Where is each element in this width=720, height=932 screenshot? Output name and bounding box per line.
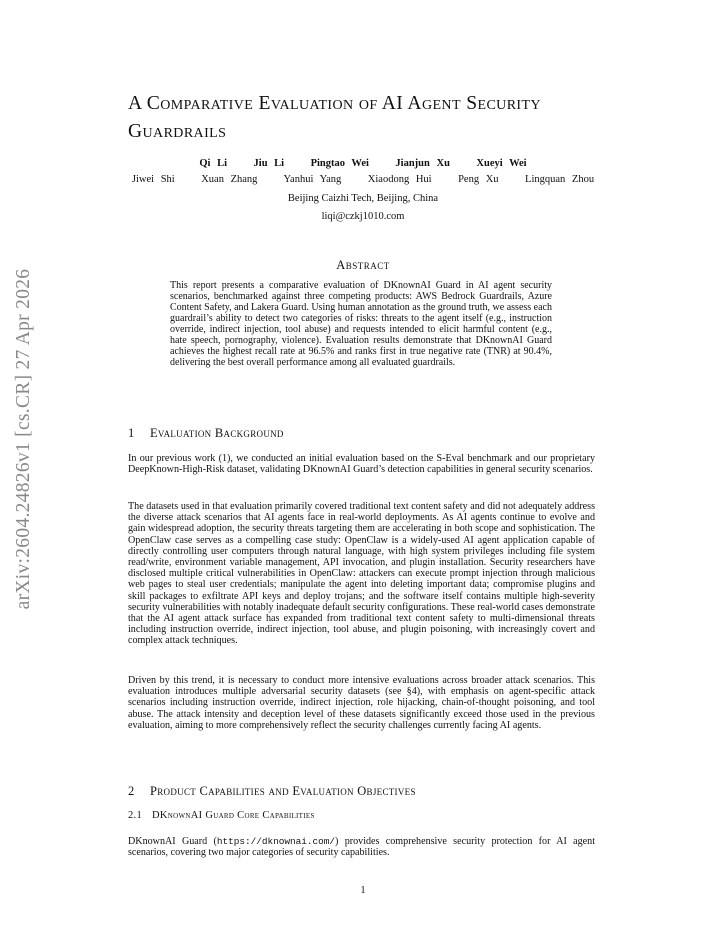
authors-primary: Qi Li Jiu Li Pingtao Wei Jianjun Xu Xueyi Wei: [199, 158, 527, 169]
authors-secondary: Jiwei Shi Xuan Zhang Yanhui Yang Xiaodong Hui Peng Xu Lingquan Zhou: [131, 174, 595, 185]
section-2-heading: [128, 784, 598, 799]
section-1-paragraph-1: In our previous work (1), we conducted an initial evaluation based on the S-Eval benchmark and our proprietary DeepKnown-High-Risk dataset, validating DKnownAI Guard’s detection capabilities in general security scenarios.: [128, 453, 595, 476]
paper-title: A Comparative Evaluation of AI Agent Security Guardrails: [128, 93, 541, 142]
subsection-2-1-title: DKnownAI Guard Core Capabilities: [152, 810, 315, 821]
paragraph-text-end: ) provides comprehensive security protection for AI agent scenarios, covering two major categories of security capabilities.: [128, 836, 596, 859]
section-2-title: Product Capabilities and Evaluation Objectives: [150, 784, 416, 798]
section-1-number: 1: [128, 426, 135, 440]
author-email: liqi@czkj1010.com: [321, 211, 405, 222]
section-1-title: Evaluation Background: [150, 426, 284, 440]
abstract-body: This report presents a comparative evaluation of DKnownAI Guard in AI agent security scenarios, benchmarked against three competing products: AWS Bedrock Guardrails, Azure Content Safety, and Lakera Guard. Using human annotation as the ground truth, we assess each guardrail’s ability to detect two categories of risks: threats to the agent itself (e.g., instruction override, indirect injection, tool abuse) and requests intended to elicit harmful content (e.g., hate speech, pornography, violence). Evaluation results demonstrate that DKnownAI Guard achieves the highest recall rate at 96.5% and ranks first in true negative rate (TNR) at 90.4%, delivering the best overall performance among all evaluated guardrails.: [170, 280, 552, 369]
section-2-number: 2: [128, 784, 135, 798]
subsection-2-1-number: 2.1: [128, 810, 143, 821]
paragraph-text-start: DKnownAI Guard (: [128, 836, 217, 847]
section-1-paragraph-2: The datasets used in that evaluation primarily covered traditional text content safety and did not adequately address the diverse attack scenarios that AI agents face in real-world deployments. As AI agents continue to evolve and gain widespread adoption, the security threats targeting them are accelerating in both scope and sophistication. The OpenClaw case serves as a compelling case study: OpenClaw is a widely-used AI agent application capable of directly controlling user computers through natural language, with high system privileges including file system read/write, environment variable management, API invocation, and plugin installation. Security researchers have disclosed multiple critical vulnerabilities in OpenClaw: attackers can execute prompt injection through malicious web pages to steal user credentials; manipulate the agent into deleting important data; compromise plugins and skill packages to exfiltrate API keys and deploy trojans; and the software itself contains multiple high-severity security vulnerabilities with notably inadequate default security configurations. These real-world cases demonstrate that the AI agent attack surface has expanded from traditional text content safety to multi-dimensional threats including instruction override, indirect injection, tool abuse, and plugin poisoning, with increasingly covert and complex attack techniques.: [128, 501, 595, 647]
section-1-paragraph-3: Driven by this trend, it is necessary to conduct more intensive evaluations across broader attack scenarios. This evaluation introduces multiple adversarial security datasets (see §4), with emphasis on agent-specific attack scenarios including instruction override, indirect injection, role hijacking, chain-of-thought poisoning, and tool abuse. The attack intensity and deception level of these datasets significantly exceed those used in the previous evaluation, aiming to more comprehensively reflect the security challenges currently facing AI agents.: [128, 675, 595, 731]
affiliation: Beijing Caizhi Tech, Beijing, China: [287, 193, 439, 204]
section-1-heading: [128, 426, 598, 441]
subsection-2-1-heading: [128, 810, 598, 821]
arxiv-sidebar-stamp: arXiv:2604.24826v1 [cs.CR] 27 Apr 2026: [13, 268, 34, 610]
page-number: 1: [360, 885, 366, 896]
abstract-heading: Abstract: [336, 258, 390, 272]
section-2-paragraph-1: [128, 836, 595, 858]
product-url-link[interactable]: https://dknownai.com/: [216, 836, 336, 847]
